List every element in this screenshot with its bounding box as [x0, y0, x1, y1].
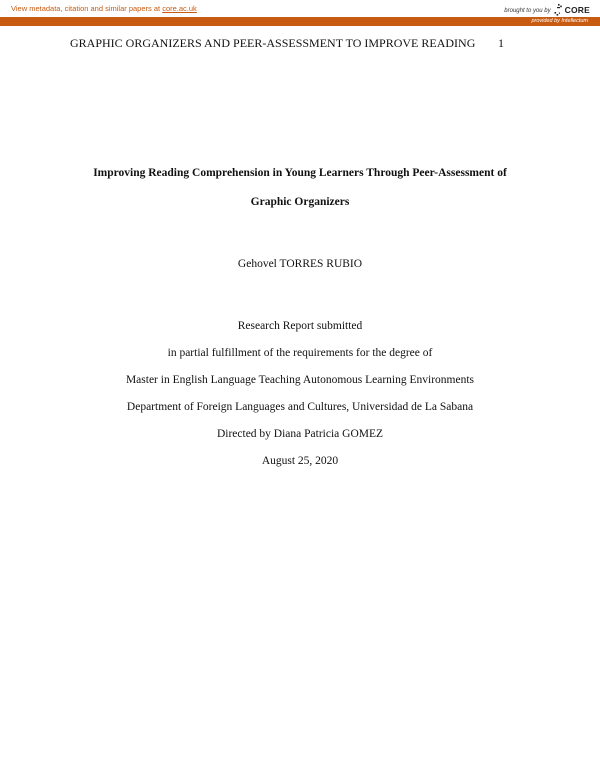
fulfillment-line: in partial fulfillment of the requirements for the degree of [167, 347, 433, 359]
director-line: Directed by Diana Patricia GOMEZ [216, 428, 384, 440]
core-brand-name: CORE [564, 5, 590, 15]
paper-title-line-2: Graphic Organizers [250, 196, 350, 208]
running-head [0, 36, 600, 50]
metadata-link-prefix: View metadata, citation and similar papers at [11, 4, 163, 13]
degree-line: Master in English Language Teaching Autonomous Learning Environments [125, 374, 475, 386]
author-name: Gehovel TORRES RUBIO [237, 258, 363, 270]
page-number: 1 [498, 36, 504, 50]
core-provider-bar [0, 17, 600, 26]
core-brand[interactable] [504, 1, 590, 16]
department-line: Department of Foreign Languages and Cultures, Universidad de La Sabana [126, 401, 474, 413]
core-logo-icon [554, 3, 563, 15]
core-ac-uk-link[interactable]: core.ac.uk [162, 4, 197, 13]
metadata-link-line [11, 4, 197, 13]
paper-title-line-1: Improving Reading Comprehension in Young Learners Through Peer-Assessment of [93, 167, 507, 179]
provided-by-text: provided by Intellectum [531, 18, 588, 24]
date-line: August 25, 2020 [261, 455, 339, 467]
brought-to-you-by-text: brought to you by [504, 7, 551, 14]
core-banner [0, 0, 600, 17]
running-head-title: GRAPHIC ORGANIZERS AND PEER-ASSESSMENT TO IMPROVE READING [70, 36, 476, 50]
report-line: Research Report submitted [237, 320, 363, 332]
